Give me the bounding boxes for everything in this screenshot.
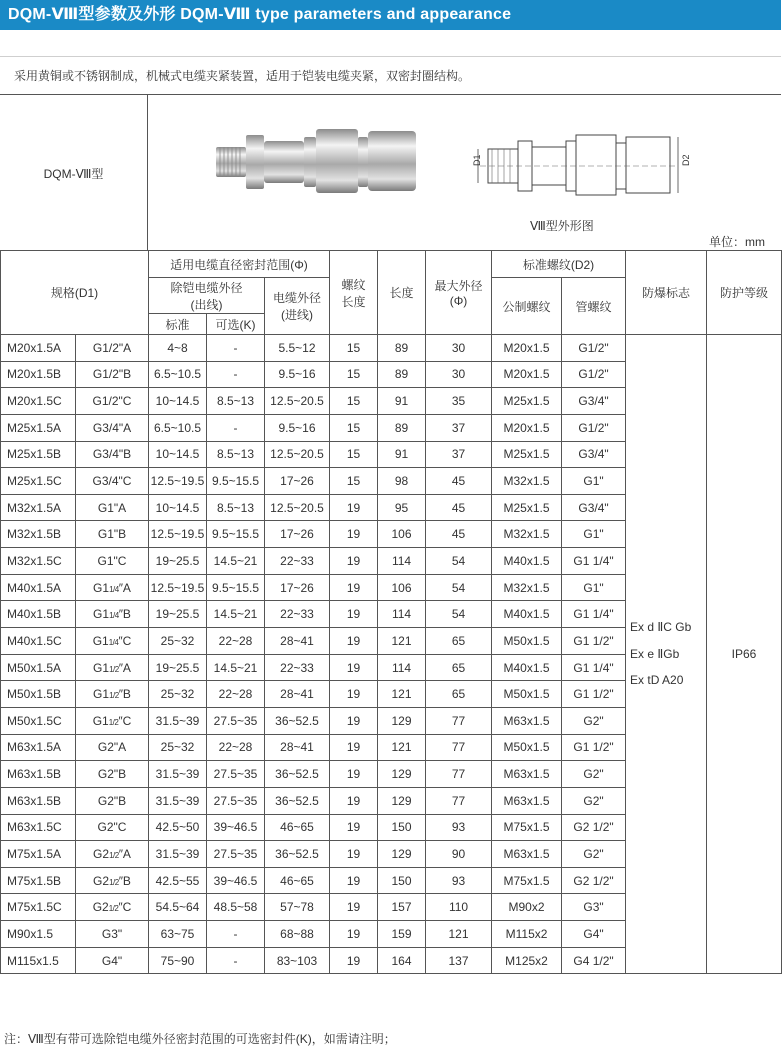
cell-g-thread: G11/2″B bbox=[76, 681, 149, 708]
cell-max-od: 93 bbox=[426, 867, 492, 894]
cell-optional: - bbox=[207, 921, 265, 948]
cell-thread-length: 19 bbox=[330, 681, 378, 708]
cell-max-od: 54 bbox=[426, 601, 492, 628]
cell-pipe: G2" bbox=[562, 787, 626, 814]
header-optional: 可选(K) bbox=[207, 314, 265, 335]
cell-cable-od: 9.5~16 bbox=[265, 414, 330, 441]
cell-standard: 42.5~55 bbox=[149, 867, 207, 894]
cell-ex-mark bbox=[626, 335, 707, 974]
cell-max-od: 77 bbox=[426, 707, 492, 734]
cell-metric: M40x1.5 bbox=[492, 548, 562, 575]
cell-cable-od: 46~65 bbox=[265, 814, 330, 841]
cell-g-thread: G1"A bbox=[76, 494, 149, 521]
cell-metric: M75x1.5 bbox=[492, 814, 562, 841]
cell-length: 106 bbox=[378, 574, 426, 601]
cell-standard: 12.5~19.5 bbox=[149, 521, 207, 548]
cell-max-od: 45 bbox=[426, 468, 492, 495]
table-row bbox=[1, 335, 782, 362]
cell-standard: 12.5~19.5 bbox=[149, 574, 207, 601]
cell-standard: 6.5~10.5 bbox=[149, 414, 207, 441]
cell-spec: M32x1.5C bbox=[1, 548, 76, 575]
cell-max-od: 37 bbox=[426, 441, 492, 468]
cell-max-od: 65 bbox=[426, 681, 492, 708]
cell-max-od: 30 bbox=[426, 335, 492, 362]
cell-length: 129 bbox=[378, 841, 426, 868]
cell-pipe: G2" bbox=[562, 841, 626, 868]
cell-max-od: 77 bbox=[426, 761, 492, 788]
cell-optional: 9.5~15.5 bbox=[207, 521, 265, 548]
cell-g-thread: G1"C bbox=[76, 548, 149, 575]
cell-pipe: G2 1/2" bbox=[562, 867, 626, 894]
cell-thread-length: 19 bbox=[330, 654, 378, 681]
spec-table bbox=[0, 250, 782, 974]
cell-thread-length: 15 bbox=[330, 468, 378, 495]
cell-length: 164 bbox=[378, 947, 426, 974]
cell-optional: 39~46.5 bbox=[207, 867, 265, 894]
cell-standard: 31.5~39 bbox=[149, 707, 207, 734]
cell-metric: M125x2 bbox=[492, 947, 562, 974]
header-cable-range: 适用电缆直径密封范围(Φ) bbox=[149, 251, 330, 278]
cell-standard: 25~32 bbox=[149, 628, 207, 655]
cell-cable-od: 17~26 bbox=[265, 521, 330, 548]
cell-thread-length: 19 bbox=[330, 494, 378, 521]
cell-thread-length: 19 bbox=[330, 628, 378, 655]
cell-max-od: 54 bbox=[426, 574, 492, 601]
cell-cable-od: 36~52.5 bbox=[265, 707, 330, 734]
cell-g-thread: G2"B bbox=[76, 761, 149, 788]
cell-pipe: G1 1/2" bbox=[562, 734, 626, 761]
cell-g-thread: G11/4″A bbox=[76, 574, 149, 601]
cell-standard: 31.5~39 bbox=[149, 787, 207, 814]
cell-pipe: G3/4" bbox=[562, 494, 626, 521]
header-ip-grade: 防护等级 bbox=[707, 251, 782, 335]
cell-standard: 10~14.5 bbox=[149, 441, 207, 468]
cell-optional: 22~28 bbox=[207, 681, 265, 708]
cell-cable-od: 83~103 bbox=[265, 947, 330, 974]
cell-metric: M63x1.5 bbox=[492, 787, 562, 814]
cell-cable-od: 68~88 bbox=[265, 921, 330, 948]
cell-spec: M115x1.5 bbox=[1, 947, 76, 974]
cell-standard: 10~14.5 bbox=[149, 494, 207, 521]
unit-label: 单位：mm bbox=[709, 235, 765, 249]
cell-max-od: 121 bbox=[426, 921, 492, 948]
cell-g-thread: G11/4″C bbox=[76, 628, 149, 655]
cell-metric: M32x1.5 bbox=[492, 574, 562, 601]
outline-drawing bbox=[466, 127, 691, 203]
cell-standard: 75~90 bbox=[149, 947, 207, 974]
cell-standard: 42.5~50 bbox=[149, 814, 207, 841]
cell-g-thread: G11/4″B bbox=[76, 601, 149, 628]
cell-metric: M63x1.5 bbox=[492, 707, 562, 734]
header-thread-length: 螺纹 长度 bbox=[330, 251, 378, 335]
cell-standard: 10~14.5 bbox=[149, 388, 207, 415]
cell-cable-od: 28~41 bbox=[265, 734, 330, 761]
cell-pipe: G1/2" bbox=[562, 335, 626, 362]
cell-length: 114 bbox=[378, 601, 426, 628]
cell-g-thread: G11/2″C bbox=[76, 707, 149, 734]
cell-length: 89 bbox=[378, 414, 426, 441]
cell-cable-od: 12.5~20.5 bbox=[265, 441, 330, 468]
cell-metric: M115x2 bbox=[492, 921, 562, 948]
cell-metric: M50x1.5 bbox=[492, 628, 562, 655]
cell-spec: M32x1.5B bbox=[1, 521, 76, 548]
cell-thread-length: 19 bbox=[330, 548, 378, 575]
cell-standard: 31.5~39 bbox=[149, 761, 207, 788]
cell-optional: 27.5~35 bbox=[207, 787, 265, 814]
cell-standard: 19~25.5 bbox=[149, 654, 207, 681]
cell-optional: - bbox=[207, 947, 265, 974]
cell-max-od: 35 bbox=[426, 388, 492, 415]
cell-standard: 12.5~19.5 bbox=[149, 468, 207, 495]
cell-spec: M20x1.5C bbox=[1, 388, 76, 415]
cell-length: 95 bbox=[378, 494, 426, 521]
cell-max-od: 65 bbox=[426, 654, 492, 681]
cell-g-thread: G21/2″A bbox=[76, 841, 149, 868]
cell-standard: 63~75 bbox=[149, 921, 207, 948]
product-photo bbox=[212, 125, 422, 197]
cell-max-od: 45 bbox=[426, 521, 492, 548]
cell-metric: M40x1.5 bbox=[492, 654, 562, 681]
cell-optional: 27.5~35 bbox=[207, 761, 265, 788]
cell-spec: M25x1.5B bbox=[1, 441, 76, 468]
cell-pipe: G4" bbox=[562, 921, 626, 948]
header-ex-mark: 防爆标志 bbox=[626, 251, 707, 335]
cell-g-thread: G3/4"A bbox=[76, 414, 149, 441]
ex-mark-line: Ex tD A20 bbox=[630, 673, 684, 688]
header-cable-od: 电缆外径 (进线) bbox=[265, 278, 330, 335]
cell-max-od: 90 bbox=[426, 841, 492, 868]
cell-metric: M25x1.5 bbox=[492, 441, 562, 468]
cell-optional: 8.5~13 bbox=[207, 441, 265, 468]
cell-thread-length: 19 bbox=[330, 734, 378, 761]
header-pipe-thread: 管螺纹 bbox=[562, 278, 626, 335]
cell-pipe: G1/2" bbox=[562, 414, 626, 441]
cell-standard: 25~32 bbox=[149, 681, 207, 708]
cell-g-thread: G1/2"B bbox=[76, 361, 149, 388]
cell-length: 91 bbox=[378, 388, 426, 415]
cell-spec: M75x1.5C bbox=[1, 894, 76, 921]
cell-max-od: 77 bbox=[426, 734, 492, 761]
drawing-caption: Ⅷ型外形图 bbox=[530, 219, 594, 233]
cell-standard: 25~32 bbox=[149, 734, 207, 761]
cell-spec: M25x1.5C bbox=[1, 468, 76, 495]
cell-length: 150 bbox=[378, 814, 426, 841]
cell-spec: M63x1.5B bbox=[1, 787, 76, 814]
cell-standard: 6.5~10.5 bbox=[149, 361, 207, 388]
cell-cable-od: 22~33 bbox=[265, 601, 330, 628]
spec-table-body bbox=[1, 335, 782, 974]
header-std-thread: 标准螺纹(D2) bbox=[492, 251, 626, 278]
cell-standard: 4~8 bbox=[149, 335, 207, 362]
cell-pipe: G1" bbox=[562, 574, 626, 601]
cell-length: 121 bbox=[378, 681, 426, 708]
cell-standard: 54.5~64 bbox=[149, 894, 207, 921]
cell-cable-od: 17~26 bbox=[265, 468, 330, 495]
cell-metric: M25x1.5 bbox=[492, 388, 562, 415]
cell-metric: M63x1.5 bbox=[492, 841, 562, 868]
cell-pipe: G3/4" bbox=[562, 388, 626, 415]
cell-spec: M50x1.5C bbox=[1, 707, 76, 734]
cell-metric: M20x1.5 bbox=[492, 414, 562, 441]
cell-g-thread: G2"C bbox=[76, 814, 149, 841]
cell-thread-length: 19 bbox=[330, 867, 378, 894]
cell-max-od: 137 bbox=[426, 947, 492, 974]
cell-metric: M50x1.5 bbox=[492, 681, 562, 708]
cell-g-thread: G3/4"C bbox=[76, 468, 149, 495]
ex-mark-line: Ex e ⅡGb bbox=[630, 646, 680, 661]
cell-g-thread: G1/2"C bbox=[76, 388, 149, 415]
cell-pipe: G1 1/4" bbox=[562, 601, 626, 628]
cell-spec: M50x1.5B bbox=[1, 681, 76, 708]
cell-thread-length: 15 bbox=[330, 414, 378, 441]
cell-length: 129 bbox=[378, 707, 426, 734]
cell-cable-od: 36~52.5 bbox=[265, 761, 330, 788]
cell-g-thread: G3" bbox=[76, 921, 149, 948]
d1-label: D1 bbox=[472, 154, 482, 166]
cell-cable-od: 12.5~20.5 bbox=[265, 388, 330, 415]
cell-metric: M75x1.5 bbox=[492, 867, 562, 894]
cell-length: 157 bbox=[378, 894, 426, 921]
cell-thread-length: 19 bbox=[330, 521, 378, 548]
cell-length: 89 bbox=[378, 361, 426, 388]
cell-thread-length: 19 bbox=[330, 841, 378, 868]
cell-optional: - bbox=[207, 414, 265, 441]
cell-pipe: G3/4" bbox=[562, 441, 626, 468]
cell-cable-od: 5.5~12 bbox=[265, 335, 330, 362]
cell-metric: M32x1.5 bbox=[492, 468, 562, 495]
cell-optional: 39~46.5 bbox=[207, 814, 265, 841]
cell-cable-od: 9.5~16 bbox=[265, 361, 330, 388]
cell-metric: M90x2 bbox=[492, 894, 562, 921]
cell-cable-od: 28~41 bbox=[265, 681, 330, 708]
cell-spec: M90x1.5 bbox=[1, 921, 76, 948]
cell-ip-grade: IP66 bbox=[707, 335, 782, 974]
cell-length: 129 bbox=[378, 761, 426, 788]
cell-length: 114 bbox=[378, 548, 426, 575]
cell-length: 159 bbox=[378, 921, 426, 948]
cell-pipe: G1" bbox=[562, 468, 626, 495]
header-max-od: 最大外径 (Φ) bbox=[426, 251, 492, 335]
cell-g-thread: G4" bbox=[76, 947, 149, 974]
cell-max-od: 110 bbox=[426, 894, 492, 921]
spec-table-header bbox=[1, 251, 782, 335]
cell-optional: 14.5~21 bbox=[207, 548, 265, 575]
cell-spec: M75x1.5B bbox=[1, 867, 76, 894]
cell-pipe: G3" bbox=[562, 894, 626, 921]
cell-metric: M50x1.5 bbox=[492, 734, 562, 761]
cell-standard: 19~25.5 bbox=[149, 548, 207, 575]
cell-max-od: 30 bbox=[426, 361, 492, 388]
cell-thread-length: 15 bbox=[330, 361, 378, 388]
cell-thread-length: 19 bbox=[330, 921, 378, 948]
cell-length: 121 bbox=[378, 734, 426, 761]
cell-cable-od: 36~52.5 bbox=[265, 787, 330, 814]
cell-g-thread: G2"B bbox=[76, 787, 149, 814]
cell-cable-od: 12.5~20.5 bbox=[265, 494, 330, 521]
cell-cable-od: 28~41 bbox=[265, 628, 330, 655]
cell-max-od: 54 bbox=[426, 548, 492, 575]
cell-g-thread: G1"B bbox=[76, 521, 149, 548]
cell-optional: 8.5~13 bbox=[207, 494, 265, 521]
cell-thread-length: 19 bbox=[330, 761, 378, 788]
cell-cable-od: 22~33 bbox=[265, 548, 330, 575]
cell-thread-length: 19 bbox=[330, 787, 378, 814]
cell-optional: 14.5~21 bbox=[207, 601, 265, 628]
product-description: 采用黄铜或不锈钢制成，机械式电缆夹紧装置，适用于铠装电缆夹紧，双密封圈结构。 bbox=[14, 69, 471, 83]
cell-thread-length: 19 bbox=[330, 707, 378, 734]
cell-spec: M25x1.5A bbox=[1, 414, 76, 441]
cell-pipe: G1/2" bbox=[562, 361, 626, 388]
ex-mark-line: Ex d ⅡC Gb bbox=[630, 620, 692, 635]
product-hero bbox=[0, 94, 781, 250]
cell-thread-length: 19 bbox=[330, 947, 378, 974]
cell-spec: M20x1.5B bbox=[1, 361, 76, 388]
header-armor-od: 除铠电缆外径 (出线) bbox=[149, 278, 265, 314]
cell-thread-length: 15 bbox=[330, 441, 378, 468]
cell-optional: 9.5~15.5 bbox=[207, 574, 265, 601]
cell-optional: 22~28 bbox=[207, 628, 265, 655]
description-divider bbox=[0, 56, 781, 57]
cell-thread-length: 19 bbox=[330, 601, 378, 628]
cell-optional: 9.5~15.5 bbox=[207, 468, 265, 495]
cell-metric: M25x1.5 bbox=[492, 494, 562, 521]
model-label: DQM-Ⅷ型 bbox=[0, 95, 148, 251]
cell-metric: M20x1.5 bbox=[492, 361, 562, 388]
cell-optional: 48.5~58 bbox=[207, 894, 265, 921]
header-standard: 标准 bbox=[149, 314, 207, 335]
header-spec: 规格(D1) bbox=[1, 251, 149, 335]
cell-spec: M40x1.5A bbox=[1, 574, 76, 601]
cell-spec: M40x1.5C bbox=[1, 628, 76, 655]
cell-max-od: 65 bbox=[426, 628, 492, 655]
cell-g-thread: G11/2″A bbox=[76, 654, 149, 681]
cell-length: 150 bbox=[378, 867, 426, 894]
cell-thread-length: 19 bbox=[330, 814, 378, 841]
cell-max-od: 93 bbox=[426, 814, 492, 841]
cell-pipe: G4 1/2" bbox=[562, 947, 626, 974]
cell-g-thread: G21/2″B bbox=[76, 867, 149, 894]
cell-spec: M20x1.5A bbox=[1, 335, 76, 362]
footnote: 注：Ⅷ型有带可选除铠电缆外径密封范围的可选密封件(K)，如需请注明； bbox=[4, 1032, 396, 1046]
cell-metric: M40x1.5 bbox=[492, 601, 562, 628]
cell-metric: M20x1.5 bbox=[492, 335, 562, 362]
cell-standard: 31.5~39 bbox=[149, 841, 207, 868]
cell-spec: M63x1.5B bbox=[1, 761, 76, 788]
header-metric-thread: 公制螺纹 bbox=[492, 278, 562, 335]
cell-pipe: G2 1/2" bbox=[562, 814, 626, 841]
cell-thread-length: 15 bbox=[330, 335, 378, 362]
cell-cable-od: 17~26 bbox=[265, 574, 330, 601]
cell-spec: M50x1.5A bbox=[1, 654, 76, 681]
cell-optional: 27.5~35 bbox=[207, 707, 265, 734]
d2-label: D2 bbox=[681, 154, 691, 166]
cell-pipe: G2" bbox=[562, 707, 626, 734]
cell-spec: M32x1.5A bbox=[1, 494, 76, 521]
cell-optional: 27.5~35 bbox=[207, 841, 265, 868]
cell-spec: M63x1.5C bbox=[1, 814, 76, 841]
cell-cable-od: 36~52.5 bbox=[265, 841, 330, 868]
cell-g-thread: G21/2″C bbox=[76, 894, 149, 921]
cell-pipe: G1" bbox=[562, 521, 626, 548]
cell-pipe: G1 1/4" bbox=[562, 654, 626, 681]
cell-length: 98 bbox=[378, 468, 426, 495]
cell-pipe: G1 1/2" bbox=[562, 681, 626, 708]
cell-length: 121 bbox=[378, 628, 426, 655]
cell-max-od: 45 bbox=[426, 494, 492, 521]
cell-metric: M32x1.5 bbox=[492, 521, 562, 548]
cell-length: 106 bbox=[378, 521, 426, 548]
cell-g-thread: G2"A bbox=[76, 734, 149, 761]
cell-pipe: G1 1/4" bbox=[562, 548, 626, 575]
cell-standard: 19~25.5 bbox=[149, 601, 207, 628]
cell-max-od: 37 bbox=[426, 414, 492, 441]
cell-length: 89 bbox=[378, 335, 426, 362]
cell-optional: - bbox=[207, 361, 265, 388]
cell-cable-od: 46~65 bbox=[265, 867, 330, 894]
header-length: 长度 bbox=[378, 251, 426, 335]
cell-pipe: G2" bbox=[562, 761, 626, 788]
cell-thread-length: 19 bbox=[330, 894, 378, 921]
cell-g-thread: G1/2"A bbox=[76, 335, 149, 362]
cell-metric: M63x1.5 bbox=[492, 761, 562, 788]
cell-cable-od: 22~33 bbox=[265, 654, 330, 681]
cell-pipe: G1 1/2" bbox=[562, 628, 626, 655]
cell-thread-length: 19 bbox=[330, 574, 378, 601]
cell-optional: 8.5~13 bbox=[207, 388, 265, 415]
cell-g-thread: G3/4"B bbox=[76, 441, 149, 468]
page-title: DQM-Ⅷ型参数及外形 DQM-Ⅷ type parameters and appearance bbox=[0, 0, 781, 30]
cell-length: 91 bbox=[378, 441, 426, 468]
cell-max-od: 77 bbox=[426, 787, 492, 814]
cell-length: 114 bbox=[378, 654, 426, 681]
cell-spec: M40x1.5B bbox=[1, 601, 76, 628]
cell-optional: - bbox=[207, 335, 265, 362]
cell-spec: M63x1.5A bbox=[1, 734, 76, 761]
cell-cable-od: 57~78 bbox=[265, 894, 330, 921]
cell-optional: 14.5~21 bbox=[207, 654, 265, 681]
cell-thread-length: 15 bbox=[330, 388, 378, 415]
cell-length: 129 bbox=[378, 787, 426, 814]
cell-spec: M75x1.5A bbox=[1, 841, 76, 868]
cell-optional: 22~28 bbox=[207, 734, 265, 761]
